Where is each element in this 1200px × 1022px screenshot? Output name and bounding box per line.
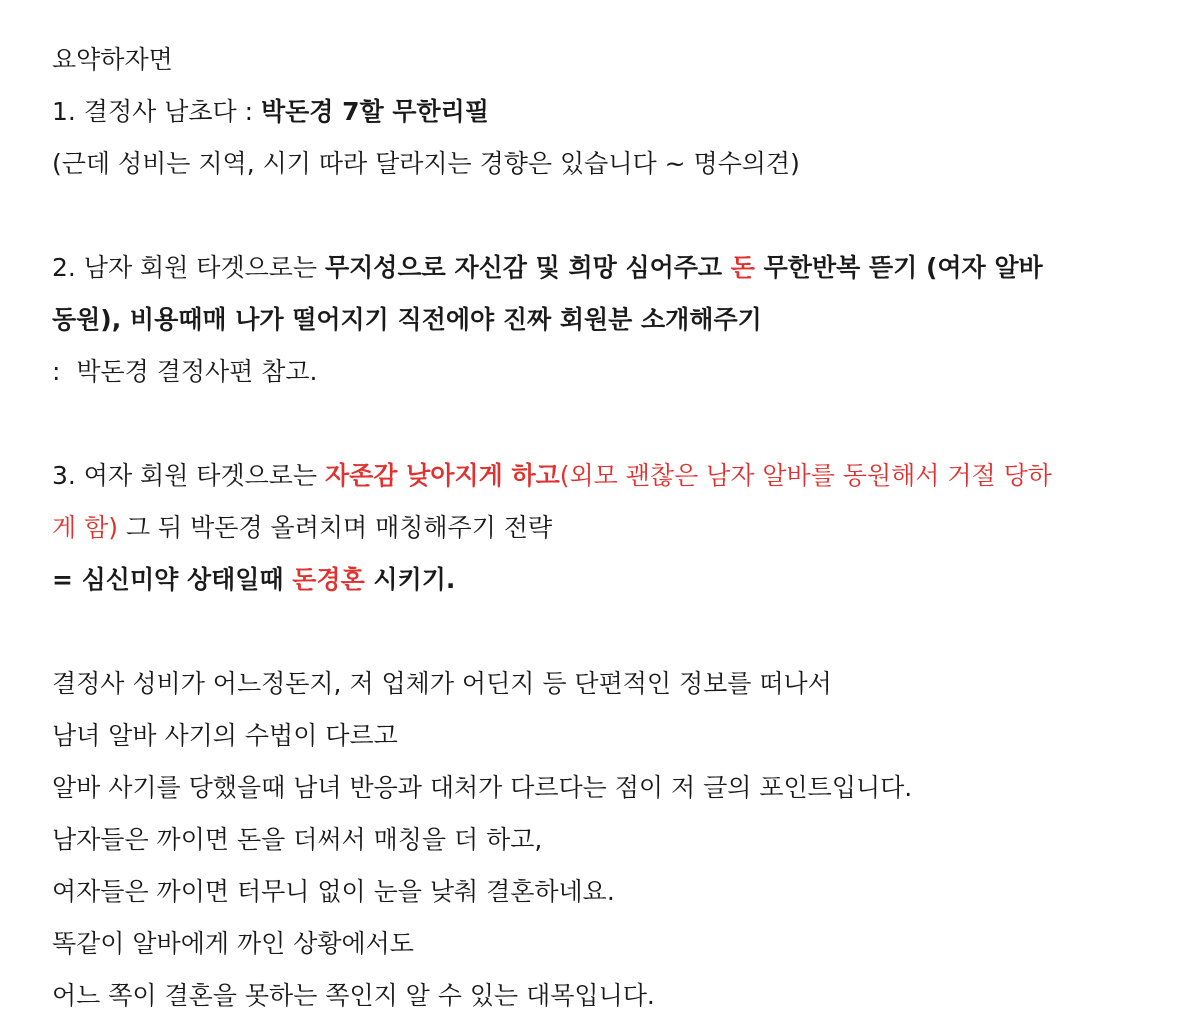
point-2-reference: : 박돈경 결정사편 참고. — [52, 357, 318, 386]
closing-line: 남자들은 까이면 돈을 더써서 매칭을 더 하고, — [52, 825, 543, 854]
point-2-label: 2. 남자 회원 타겟으로는 — [52, 253, 325, 282]
spacer — [52, 606, 1152, 658]
closing-line: 어느 쪽이 결혼을 못하는 쪽인지 알 수 있는 대목입니다. — [52, 981, 655, 1010]
spacer — [52, 190, 1152, 242]
closing-line: 여자들은 까이면 터무니 없이 눈을 낮춰 결혼하네요. — [52, 877, 615, 906]
point-1-emphasis: 박돈경 7할 무한리필 — [260, 97, 489, 126]
point-2-line-1 — [52, 242, 1152, 294]
spacer — [52, 398, 1152, 450]
closing-line: 남녀 알바 사기의 수법이 다르고 — [52, 721, 398, 750]
summary-heading: 요약하자면 — [52, 45, 173, 74]
point-1-note: (근데 성비는 지역, 시기 따라 달라지는 경향은 있습니다 ~ 명수의견) — [52, 149, 800, 178]
point-3-conclusion-c: 시키기. — [364, 565, 456, 594]
closing-line: 똑같이 알바에게 까인 상황에서도 — [52, 929, 414, 958]
point-3-conclusion — [52, 554, 1152, 606]
point-2-emphasis: 무지성으로 자신감 및 희망 심어주고 — [325, 253, 731, 282]
point-3-conclusion-highlight: 돈경혼 — [292, 565, 365, 594]
point-3-conclusion-a: = 심신미약 상태일때 — [52, 565, 293, 594]
closing-line: 결정사 성비가 어느정돈지, 저 업체가 어딘지 등 단편적인 정보를 떠나서 — [52, 669, 832, 698]
point-3-highlight: 자존감 낮아지게 하고 — [325, 461, 560, 490]
point-1-title — [52, 86, 1152, 138]
point-3-strategy: 그 뒤 박돈경 올려치며 매칭해주기 전략 — [118, 513, 553, 542]
point-3-aside-end: 게 함) — [52, 513, 119, 542]
point-2-emphasis-tail: 무한반복 뜯기 (여자 알바 — [754, 253, 1043, 282]
closing-line: 알바 사기를 당했을때 남녀 반응과 대처가 다르다는 점이 저 글의 포인트입니다. — [52, 773, 913, 802]
document-body — [52, 34, 1152, 1022]
point-3-label: 3. 여자 회원 타겟으로는 — [52, 461, 325, 490]
point-1-label: 1. 결정사 남초다 : — [52, 97, 261, 126]
point-3-aside: (외모 괜찮은 남자 알바를 동원해서 거절 당하 — [559, 461, 1052, 490]
point-2-highlight: 돈 — [730, 253, 755, 282]
point-2-line-2: 동원), 비용때매 나가 떨어지기 직전에야 진짜 회원분 소개해주기 — [52, 305, 762, 334]
point-3-line-2 — [52, 502, 1152, 554]
point-3-line-1 — [52, 450, 1152, 502]
